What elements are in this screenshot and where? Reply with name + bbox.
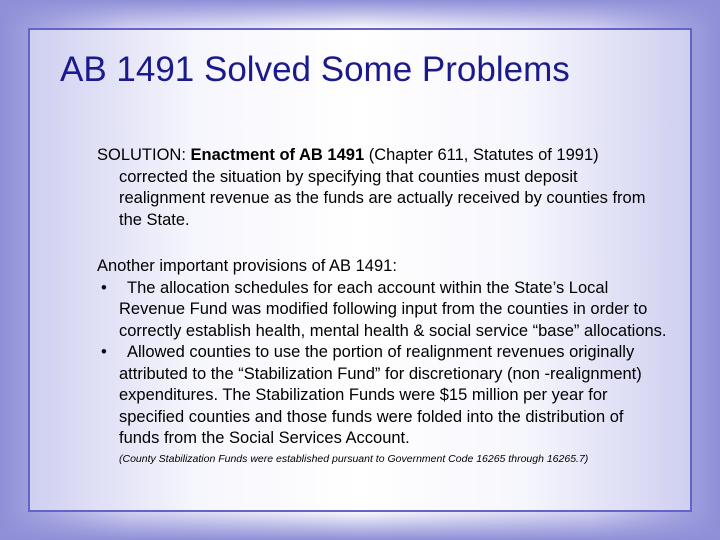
solution-paragraph (97, 145, 667, 231)
provision-text: The allocation schedules for each account within the State’s Local Revenue Fund was modified following input from the counties in order to correctly establish health, mental health & social service “base” allocations. (119, 278, 667, 340)
solution-bold-text: Enactment of AB 1491 (190, 146, 365, 164)
provision-item (97, 342, 667, 450)
bullet-icon: • (101, 278, 107, 297)
slide-body (97, 145, 667, 466)
slide-title: AB 1491 Solved Some Problems (60, 50, 570, 89)
provision-text: Allowed counties to use the portion of realignment revenues originally attributed to the “Stabilization Fund” for discretionary (non -realignment) expenditures. The Stabilization Funds were $15 million per year for specified counties and those funds were folded into the distribution of funds from the Social Services Account. (119, 343, 642, 447)
provision-item (97, 278, 667, 343)
provisions-heading: Another important provisions of AB 1491: (97, 257, 397, 275)
bullet-icon: • (101, 343, 107, 361)
provisions-list (97, 278, 667, 450)
solution-prefix: SOLUTION: (97, 146, 191, 164)
solution-text: (Chapter 611, Statutes of 1991) corrected the situation by specifying that counties must deposit realignment revenue as the funds are actually received by counties from the State. (119, 146, 646, 229)
footnote: (County Stabilization Funds were established pursuant to Government Code 16265 through 16265.7) (119, 452, 589, 465)
